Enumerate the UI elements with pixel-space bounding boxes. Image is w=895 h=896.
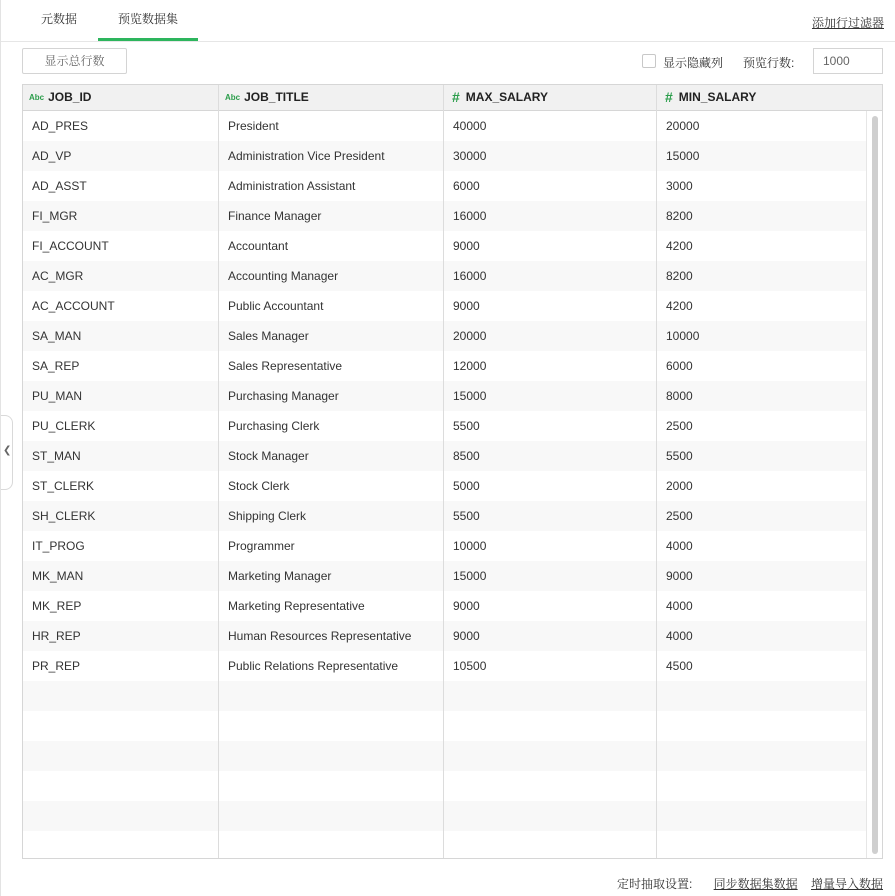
table-row[interactable] [23,261,866,291]
preview-data-grid [22,84,883,859]
show-hidden-columns-label: 显示隐藏列 [663,56,724,70]
table-row[interactable] [23,291,866,321]
table-cell: 4200 [666,239,693,253]
table-cell: FI_MGR [32,209,78,223]
table-cell: Administration Vice President [228,149,385,163]
column-header-max-salary[interactable] [444,85,657,110]
table-row[interactable] [23,231,866,261]
preview-rows-label: 预览行数: [743,56,795,70]
grid-header [23,85,883,111]
table-cell: 6000 [453,179,480,193]
table-cell: Purchasing Manager [228,389,339,403]
grid-body [23,111,866,859]
table-cell: IT_PROG [32,539,85,553]
table-cell: 16000 [453,269,487,283]
incremental-import-link[interactable]: 增量导入数据 [810,877,883,891]
show-total-rows-button[interactable]: 显示总行数 [22,48,127,74]
table-row[interactable] [23,441,866,471]
table-cell: 4200 [666,299,693,313]
column-header-label: MAX_SALARY [465,90,549,104]
table-cell: ST_MAN [32,449,81,463]
text-type-icon: Abc [225,93,241,102]
table-cell: 40000 [453,119,487,133]
sync-dataset-link[interactable]: 同步数据集数据 [713,877,798,891]
add-row-filter-link[interactable]: 添加行过滤器 [811,16,884,30]
number-type-icon: # [665,89,673,105]
table-cell: 9000 [453,599,480,613]
table-cell: 8500 [453,449,480,463]
column-header-job-id[interactable] [23,85,219,110]
column-header-label: JOB_ID [48,90,92,104]
table-cell: 9000 [453,629,480,643]
table-cell: PU_MAN [32,389,83,403]
chevron-left-icon: ❮ [3,445,12,456]
table-cell: 12000 [453,359,487,373]
collapse-panel-handle[interactable] [1,415,13,490]
table-cell: MK_REP [32,599,82,613]
table-cell: AD_VP [32,149,72,163]
table-cell: 8000 [666,389,693,403]
table-cell: 15000 [453,569,487,583]
table-cell: Human Resources Representative [228,629,412,643]
table-cell: ST_CLERK [32,479,95,493]
table-cell: SA_MAN [32,329,82,343]
table-cell: SA_REP [32,359,80,373]
table-cell: President [228,119,279,133]
table-row[interactable] [23,531,866,561]
table-cell: Stock Manager [228,449,309,463]
table-cell: 10000 [666,329,700,343]
empty-row [23,831,866,859]
table-cell: Shipping Clerk [228,509,307,523]
table-cell: 8200 [666,269,693,283]
table-cell: AC_ACCOUNT [32,299,115,313]
column-header-label: JOB_TITLE [244,90,309,104]
table-cell: 4500 [666,659,693,673]
show-hidden-columns-checkbox[interactable] [642,54,656,68]
table-cell: PU_CLERK [32,419,96,433]
table-cell: 15000 [453,389,487,403]
number-type-icon: # [452,89,460,105]
table-cell: Finance Manager [228,209,322,223]
table-cell: MK_MAN [32,569,84,583]
table-cell: 20000 [453,329,487,343]
table-row[interactable] [23,561,866,591]
tab-preview-dataset[interactable]: 预览数据集 [98,0,198,41]
table-cell: 15000 [666,149,700,163]
table-row[interactable] [23,201,866,231]
table-cell: 9000 [453,239,480,253]
table-row[interactable] [23,591,866,621]
table-cell: 4000 [666,539,693,553]
table-cell: 5500 [453,419,480,433]
column-header-min-salary[interactable] [657,85,866,110]
table-row[interactable] [23,321,866,351]
table-row[interactable] [23,501,866,531]
text-type-icon: Abc [29,93,45,102]
column-divider [218,85,219,858]
table-cell: 2500 [666,509,693,523]
table-cell: PR_REP [32,659,81,673]
table-cell: 5500 [453,509,480,523]
table-row[interactable] [23,351,866,381]
table-row[interactable] [23,141,866,171]
table-cell: 9000 [453,299,480,313]
table-cell: 5500 [666,449,693,463]
table-row[interactable] [23,411,866,441]
table-cell: Programmer [228,539,295,553]
table-cell: Accounting Manager [228,269,339,283]
column-header-label: MIN_SALARY [678,90,757,104]
table-cell: 4000 [666,599,693,613]
table-cell: AC_MGR [32,269,84,283]
empty-row [23,801,866,831]
table-cell: Marketing Representative [228,599,365,613]
table-cell: Sales Manager [228,329,309,343]
table-cell: 10000 [453,539,487,553]
table-cell: 4000 [666,629,693,643]
column-divider [443,85,444,858]
table-cell: AD_ASST [32,179,87,193]
table-cell: 8200 [666,209,693,223]
table-cell: Public Relations Representative [228,659,399,673]
table-cell: Sales Representative [228,359,343,373]
table-cell: 16000 [453,209,487,223]
table-cell: Stock Clerk [228,479,290,493]
table-cell: 10500 [453,659,487,673]
table-cell: Administration Assistant [228,179,356,193]
preview-rows-input[interactable] [813,48,883,74]
scrollbar-thumb[interactable] [872,116,878,854]
table-cell: FI_ACCOUNT [32,239,109,253]
tab-metadata[interactable]: 元数据 [40,12,77,26]
table-cell: 5000 [453,479,480,493]
empty-row [23,711,866,741]
table-cell: Marketing Manager [228,569,332,583]
table-cell: AD_PRES [32,119,89,133]
table-row[interactable] [23,471,866,501]
table-cell: SH_CLERK [32,509,96,523]
vertical-scrollbar[interactable] [866,111,883,859]
tab-bar [1,0,895,42]
table-row[interactable] [23,111,866,141]
table-row[interactable] [23,381,866,411]
table-cell: 3000 [666,179,693,193]
table-cell: 2000 [666,479,693,493]
table-row[interactable] [23,171,866,201]
table-cell: 30000 [453,149,487,163]
table-cell: 20000 [666,119,700,133]
table-cell: 2500 [666,419,693,433]
table-cell: Public Accountant [228,299,324,313]
column-divider [656,85,657,858]
table-cell: 9000 [666,569,693,583]
empty-row [23,741,866,771]
scheduled-extract-label: 定时抽取设置: [616,877,693,891]
table-cell: 6000 [666,359,693,373]
empty-row [23,771,866,801]
table-cell: HR_REP [32,629,81,643]
table-row[interactable] [23,621,866,651]
empty-row [23,681,866,711]
table-row[interactable] [23,651,866,681]
column-header-job-title[interactable] [219,85,444,110]
extract-settings-footer [617,875,883,892]
table-cell: Purchasing Clerk [228,419,320,433]
table-cell: Accountant [228,239,289,253]
